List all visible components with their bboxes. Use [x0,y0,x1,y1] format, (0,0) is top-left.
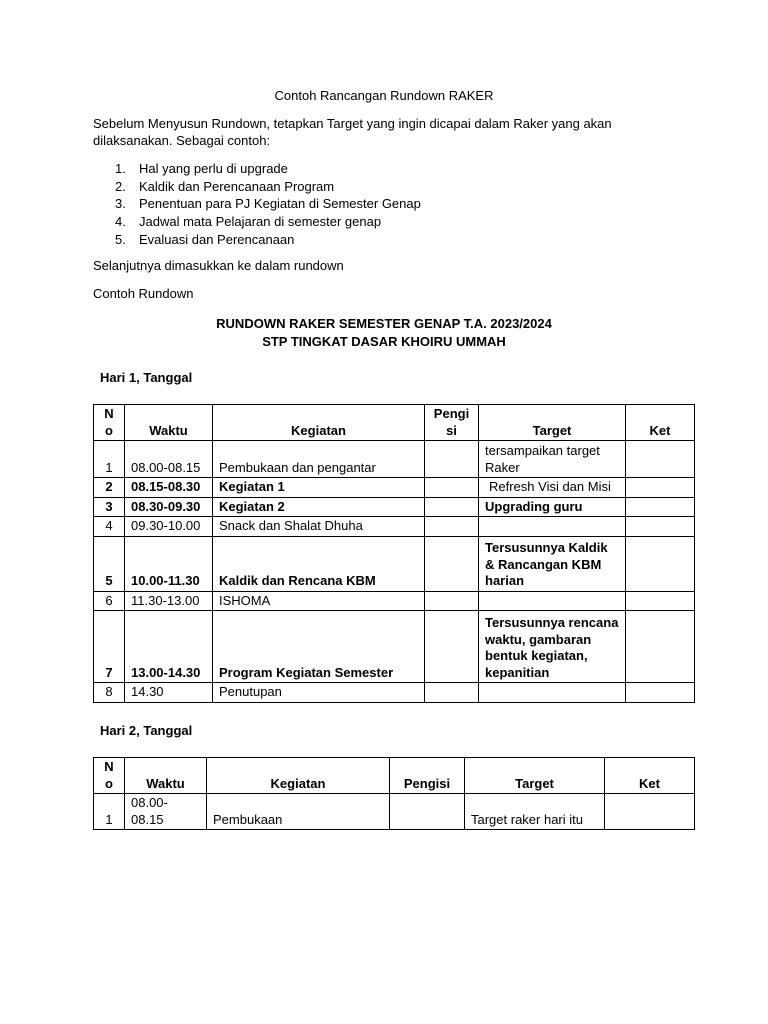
table-row: 5 10.00-11.30 Kaldik dan Rencana KBM Tersusunnya Kaldik & Rancangan KBM harian [94,536,695,591]
header-kegiatan: Kegiatan [207,758,390,794]
table-row: 8 14.30 Penutupan [94,683,695,703]
list-item: 4. Jadwal mata Pelajaran di semester genap [115,214,382,230]
header-pengisi: Pengisi [390,758,465,794]
day1-label: Hari 1, Tanggal [100,370,193,385]
header-target: Target [465,758,605,794]
table-row: 2 08.15-08.30 Kegiatan 1 Refresh Visi dan Misi [94,478,695,498]
list-item: 3. Penentuan para PJ Kegiatan di Semester Genap [115,196,421,212]
day2-table [93,757,695,830]
header-waktu: Waktu [125,405,213,441]
table-row: 6 11.30-13.00 ISHOMA [94,591,695,611]
rundown-subtitle: STP TINGKAT DASAR KHOIRU UMMAH [262,334,506,349]
next-paragraph: Selanjutnya dimasukkan ke dalam rundown [93,258,344,273]
table-header-row [94,405,695,441]
day2-label: Hari 2, Tanggal [100,723,193,738]
header-pengisi: Pengisi [425,405,479,441]
list-item: 2. Kaldik dan Perencanaan Program [115,178,335,194]
table-row: 4 09.30-10.00 Snack dan Shalat Dhuha [94,517,695,537]
header-ket: Ket [605,758,695,794]
header-no: No [94,758,125,794]
list-item: 1. Hal yang perlu di upgrade [115,161,288,176]
document-title: Contoh Rancangan Rundown RAKER [274,88,494,103]
table-row: 3 08.30-09.30 Kegiatan 2 Upgrading guru [94,497,695,517]
rundown-title: RUNDOWN RAKER SEMESTER GENAP T.A. 2023/2024 [216,316,552,331]
table-row: 7 13.00-14.30 Program Kegiatan Semester Tersusunnya rencana waktu, gambaran bentuk kegiatan, kepanitian [94,611,695,683]
intro-paragraph: Sebelum Menyusun Rundown, tetapkan Target yang ingin dicapai dalam Raker yang akan dilaksanakan. Sebagai contoh: [93,116,612,148]
table-row: 1 08.00-08.15 Pembukaan dan pengantar tersampaikan target Raker [94,441,695,478]
header-ket: Ket [626,405,695,441]
target-list [93,160,421,248]
day1-table [93,404,695,703]
list-item: 5. Evaluasi dan Perencanaan [115,231,295,247]
example-heading: Contoh Rundown [93,286,194,301]
header-waktu: Waktu [125,758,207,794]
header-kegiatan: Kegiatan [213,405,425,441]
header-no: No [94,405,125,441]
header-target: Target [479,405,626,441]
table-header-row [94,758,695,794]
table-row: 1 08.00-08.15 Pembukaan Target raker hari itu [94,794,695,830]
